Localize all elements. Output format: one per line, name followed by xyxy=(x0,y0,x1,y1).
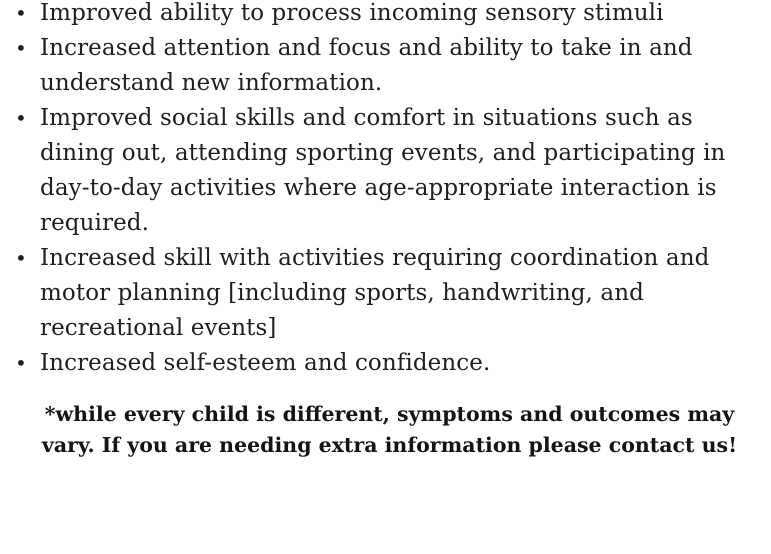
list-item-text: Increased attention and focus and ability to take in and understand new information. xyxy=(40,35,693,96)
bullet-icon: • xyxy=(15,351,27,375)
list-item-text: Improved social skills and comfort in situations such as dining out, attending sporting events, and participating in day-to-day activities where age-appropriate interaction is required. xyxy=(40,105,726,236)
disclaimer-text: *while every child is different, symptoms and outcomes may vary. If you are needing extra information please contact us! xyxy=(41,402,738,457)
bullet-icon: • xyxy=(15,246,27,270)
list-item xyxy=(0,101,771,241)
list-item-text: Increased skill with activities requiring coordination and motor planning [including sports, handwriting, and recreational events] xyxy=(40,245,710,341)
bullet-icon: • xyxy=(15,1,27,25)
list-item-text: Improved ability to process incoming sensory stimuli xyxy=(40,0,664,26)
bullet-icon: • xyxy=(15,36,27,60)
list-item-text: Increased self-esteem and confidence. xyxy=(40,350,491,376)
list-item xyxy=(0,0,771,31)
list-item xyxy=(0,31,771,101)
list-item xyxy=(0,346,771,381)
list-item xyxy=(0,241,771,346)
bullet-icon: • xyxy=(15,106,27,130)
